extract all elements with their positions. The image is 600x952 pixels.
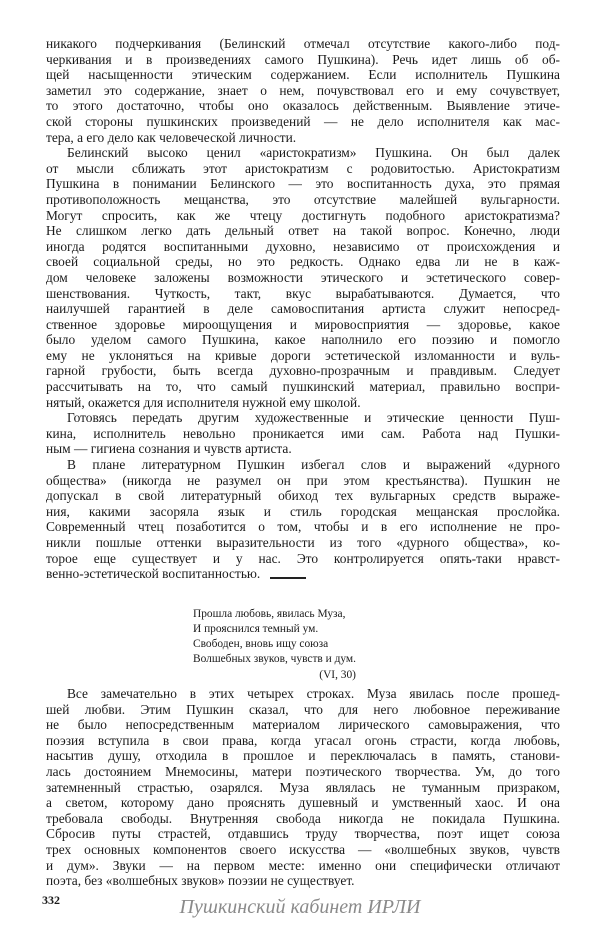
- text-line: общества» (никогда не разумел он при этом крестьянства). Пушкин не: [46, 472, 560, 488]
- text-line: ным — гигиена сознания и чувств артиста.: [46, 441, 292, 457]
- text-line: иногда родятся воспитанными духовно, независимо от происхождения и: [46, 238, 560, 254]
- text-line: противоположность мещанства, это отсутствие малейшей вульгарности.: [46, 191, 560, 207]
- body-text-top: [46, 36, 560, 582]
- text-line: щей насыщенности этическим содержанием. Если исполнитель Пушкина: [46, 67, 560, 83]
- text-line: Современный чтец позаботится о том, чтобы и в его исполнение не про-: [46, 519, 560, 535]
- text-line: то этого достаточно, чтобы оно оказалось действенным. Выявление этиче-: [46, 98, 560, 114]
- text-line: ния, какими засоряла язык и стиль городская мещанская прослойка.: [46, 503, 560, 519]
- text-line: своей социальной среды, но это редкость. Однако едва ли не в каж-: [46, 254, 560, 270]
- text-line: шенствования. Чуткость, такт, вкус вырабатываются. Думается, что: [46, 285, 560, 301]
- text-line: поэзия вступила в свои права, когда угасал огонь страсти, когда любовь,: [46, 732, 560, 748]
- text-line: было уделом самого Пушкина, какое наполнило его поэзию и помогло: [46, 332, 560, 348]
- text-line: и дум». Звуки — на первом месте: именно они специфически отличают: [46, 857, 560, 873]
- text-line: гарной грубости, быть всегда духовно-прозрачным и правдивым. Следует: [46, 363, 560, 379]
- text-line: нятый, окажется для исполнителя нужной ему школой.: [46, 394, 361, 410]
- verse-line: Волшебных звуков, чувств и дум.: [193, 653, 356, 665]
- text-line: лась достоянием Мнемосины, матери поэтического творчества. Ум, до того: [46, 763, 560, 779]
- verse-quote: [193, 607, 356, 683]
- text-line: ственное здоровье мироощущения и мировосприятия — здоровье, какое: [46, 316, 560, 332]
- verse-line: И прояснился темный ум.: [193, 623, 319, 635]
- text-line: никакого подчеркивания (Белинский отмечал отсутствие какого-либо под-: [46, 36, 560, 51]
- text-line: Сбросив путы страстей, отдавшись труду творчества, поэт ищет союза: [46, 826, 560, 842]
- text-line: шей любви. Этим Пушкин сказал, что для него любовное переживание: [46, 701, 560, 717]
- text-line: затемненный страстью, озарялся. Муза являлась не туманным призраком,: [46, 779, 560, 795]
- verse-source: (VI, 30): [319, 669, 356, 681]
- text-line: наилучшей гарантией в деле самовоспитания артиста служит непосред-: [46, 301, 560, 317]
- section-divider: [270, 577, 306, 579]
- page-number: 332: [42, 893, 60, 907]
- text-line: поэта, без «волшебных звуков» поэзии не существует.: [46, 873, 355, 889]
- verse-line: Прошла любовь, явилась Муза,: [193, 608, 346, 620]
- text-line: ему не уклоняться на кривые дороги эстетической изломанности и вуль-: [46, 347, 560, 363]
- text-line: трех основных компонентов своего искусства — «волшебных звуков, чувств: [46, 841, 560, 857]
- text-line: не было непосредственным материалом лирического самовыражения, что: [46, 717, 560, 733]
- text-line: ской стороны пушкинских произведений — не дело исполнителя как мас-: [46, 113, 560, 129]
- text-line: рассчитывать на то, что самый пушкинский материал, правильно воспри-: [46, 379, 560, 395]
- text-line: Могут спросить, как же чтецу достигнуть подобного аристократизма?: [46, 207, 560, 223]
- text-line: торое еще существует и у нас. Это контролируется опять-таки нравст-: [46, 550, 560, 566]
- text-line: допускал в свой литературный обиход тех вульгарных средств выраже-: [46, 488, 560, 504]
- text-line: заметил это содержание, знает о нем, почувствовал его и ему сочувствует,: [46, 82, 560, 98]
- text-line: требовала свободы. Внутренняя свобода никогда не покидала Пушкина.: [46, 810, 560, 826]
- text-line: В плане литературном Пушкин избегал слов и выражений «дурного: [67, 457, 560, 473]
- text-line: от мысли сближать этот аристократизм с родовитостью. Аристократизм: [46, 160, 560, 176]
- text-line: дом человеке заложены возможности этического и эстетического совер-: [46, 269, 560, 285]
- text-line: кина, исполнитель невольно проникается ими сам. Работа над Пушки-: [46, 425, 560, 441]
- text-line: Пушкина в понимании Белинского — это воспитанность духа, это прямая: [46, 176, 560, 192]
- verse-line: Свободен, вновь ищу союза: [193, 638, 329, 650]
- body-text-bottom: [46, 686, 560, 889]
- text-line: венно-эстетической воспитанностью.: [46, 566, 261, 582]
- text-line: Готовясь передать другим художественные и этические ценности Пуш-: [67, 410, 560, 426]
- text-line: Белинский высоко ценил «аристократизм» Пушкина. Он был далек: [67, 145, 560, 161]
- text-line: Не слишком легко дать дельный ответ на такой вопрос. Конечно, люди: [46, 223, 560, 239]
- text-line: насытив душу, отходила в прошлое и переключалась в память, станови-: [46, 748, 560, 764]
- text-line: а светом, которому дано прояснять душевный и умственный хаос. И она: [46, 795, 560, 811]
- text-line: Все замечательно в этих четырех строках. Муза явилась после прошед-: [67, 686, 560, 701]
- watermark: Пушкинский кабинет ИРЛИ: [179, 896, 421, 918]
- text-line: тера, а его дело как человеческой личности.: [46, 129, 297, 145]
- text-line: черкивания и в произведениях самого Пушкина). Речь идет лишь об об-: [46, 51, 560, 67]
- text-line: никли пошлые оттенки выразительности из того «дурного общества», ко-: [46, 535, 560, 550]
